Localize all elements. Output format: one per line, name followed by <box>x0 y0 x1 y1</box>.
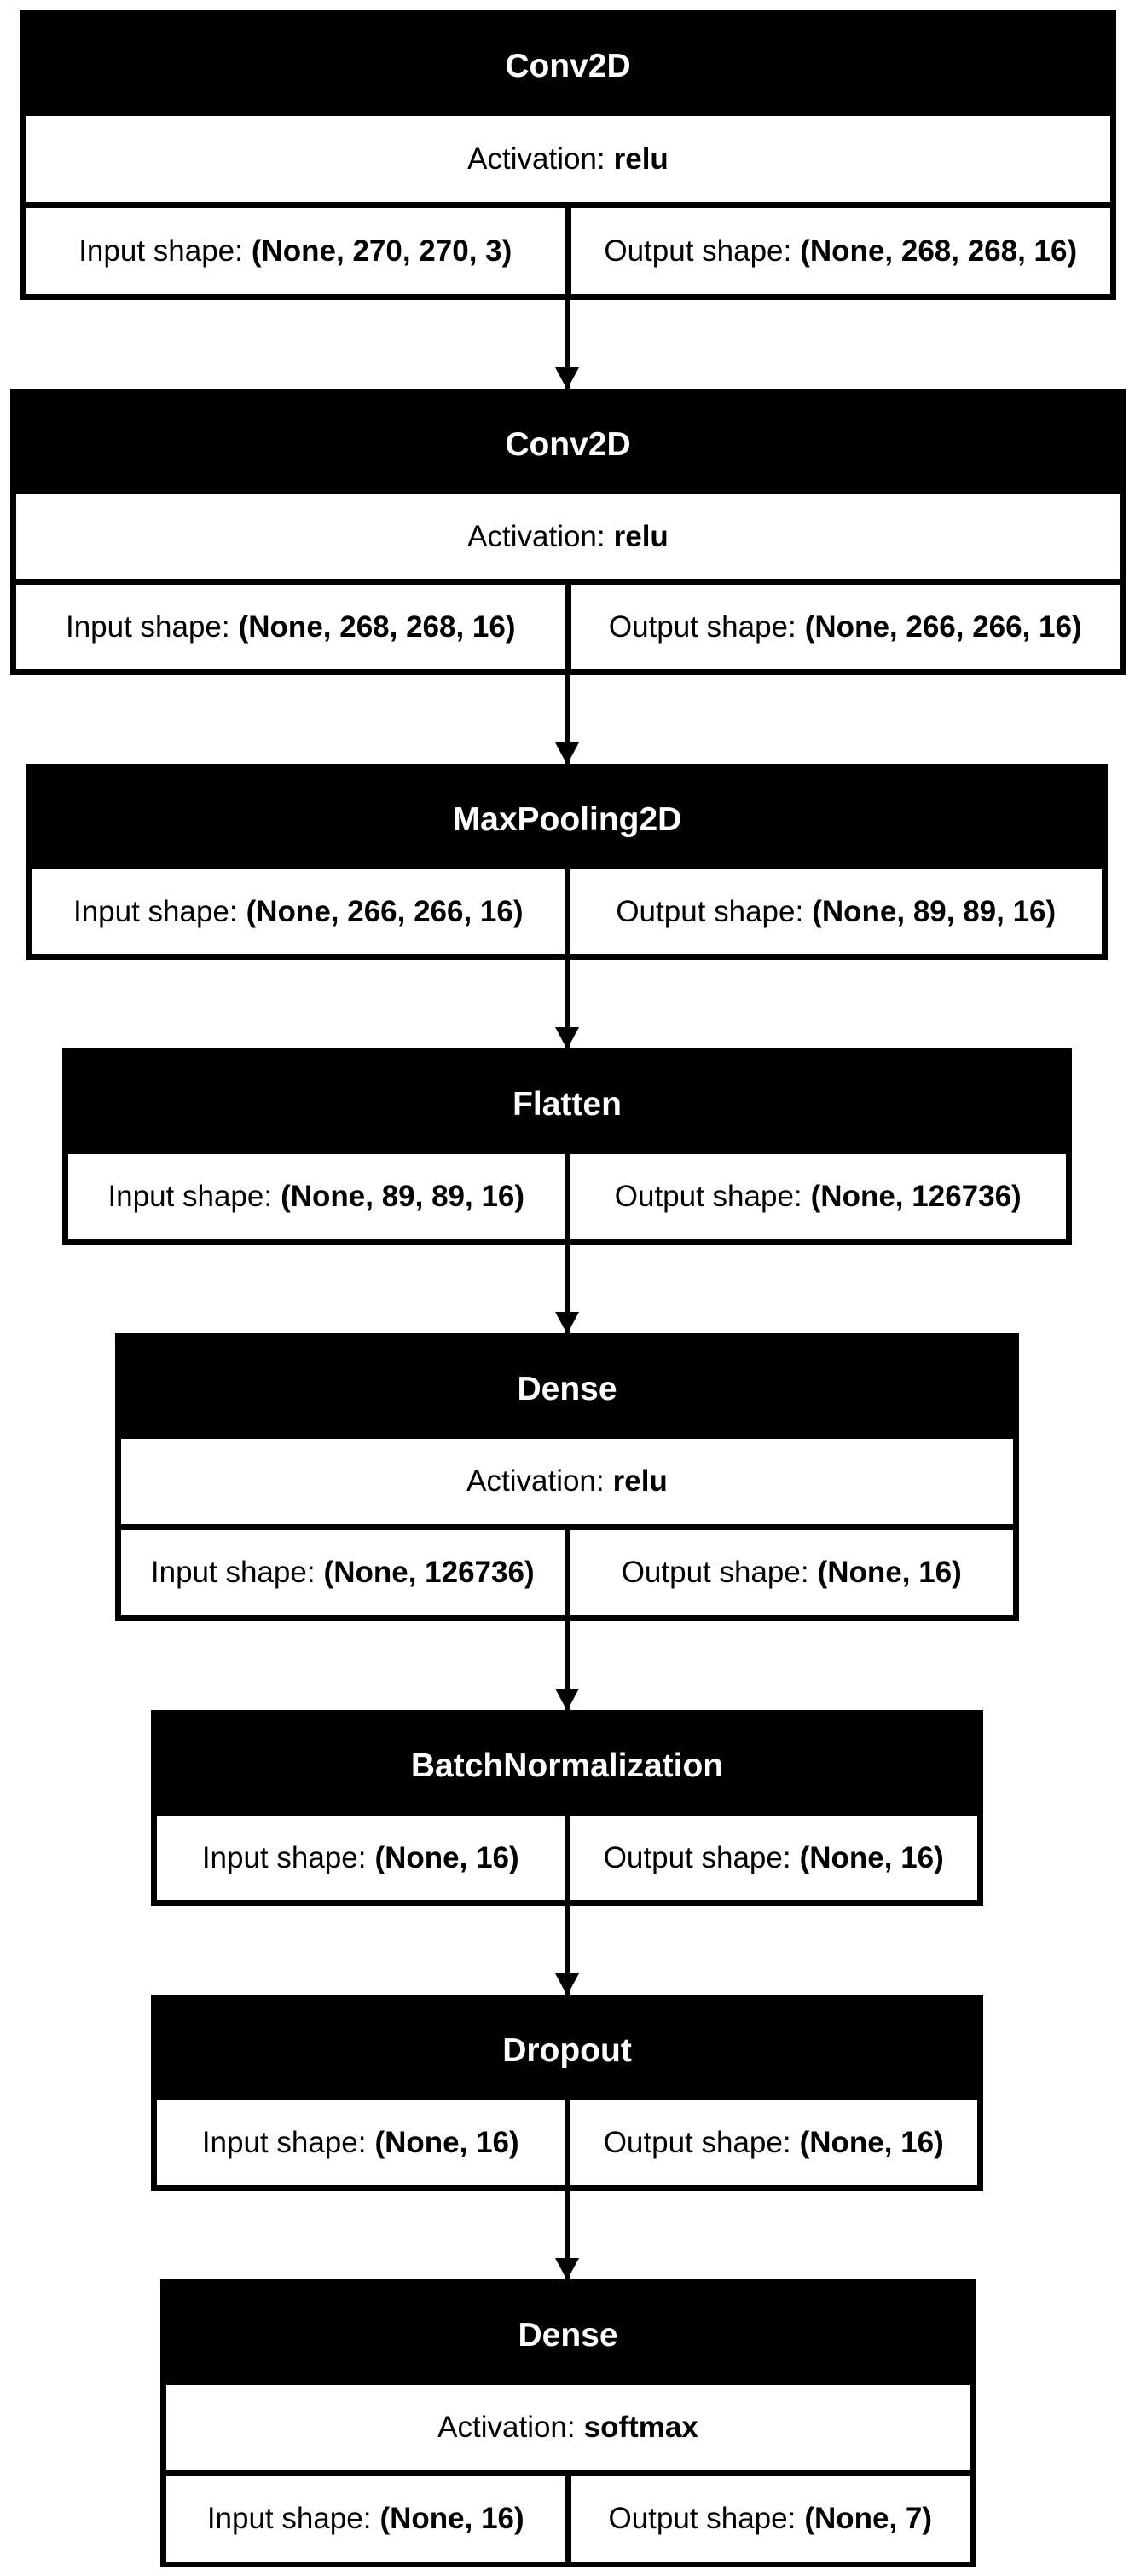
input-shape-label: Input shape: <box>201 1840 367 1874</box>
activation-row <box>16 494 1120 585</box>
output-shape-label: Output shape: <box>603 2125 791 2159</box>
connector-arrow <box>565 960 570 1048</box>
shape-row <box>121 1530 1013 1615</box>
activation-cell <box>16 494 1120 579</box>
input-shape-cell <box>157 2100 570 2185</box>
activation-label: Activation: <box>467 519 605 553</box>
activation-value: softmax <box>583 2411 698 2444</box>
connector-arrow <box>565 1906 570 1995</box>
output-shape-cell <box>570 1154 1067 1239</box>
layer-box <box>115 1333 1019 1621</box>
input-shape-label: Input shape: <box>72 894 238 928</box>
input-shape-value: (None, 266, 266, 16) <box>246 894 524 928</box>
output-shape-cell <box>571 2476 970 2562</box>
output-shape-value: (None, 126736) <box>810 1179 1022 1213</box>
activation-cell <box>166 2385 970 2470</box>
layer-name: Conv2D <box>26 16 1110 116</box>
output-shape-cell <box>571 208 1111 294</box>
layer-box <box>151 1995 983 2191</box>
output-shape-cell <box>571 585 1121 669</box>
input-shape-cell <box>26 208 571 294</box>
input-shape-cell <box>157 1816 570 1900</box>
activation-label: Activation: <box>466 1464 605 1498</box>
connector-arrow <box>565 1245 570 1333</box>
activation-value: relu <box>613 142 669 176</box>
layer-box <box>62 1048 1072 1245</box>
layer-box <box>20 10 1116 300</box>
output-shape-cell <box>570 869 1103 954</box>
layer-name: Dense <box>166 2285 970 2385</box>
activation-label: Activation: <box>437 2411 576 2444</box>
activation-value: relu <box>613 519 669 553</box>
activation-label: Activation: <box>467 142 605 176</box>
input-shape-value: (None, 126736) <box>323 1556 535 1589</box>
arrow-head-icon <box>555 1973 579 1996</box>
output-shape-label: Output shape: <box>608 609 796 644</box>
shape-row <box>16 585 1120 669</box>
layer-box <box>151 1710 983 1906</box>
connector-arrow <box>565 1621 570 1710</box>
layer-name: BatchNormalization <box>157 1716 977 1816</box>
input-shape-cell <box>166 2476 571 2562</box>
input-shape-cell <box>32 869 570 954</box>
output-shape-label: Output shape: <box>604 234 792 268</box>
arrow-head-icon <box>555 1312 579 1334</box>
shape-row <box>157 1816 977 1900</box>
output-shape-value: (None, 89, 89, 16) <box>812 894 1057 928</box>
arrow-head-icon <box>555 367 579 390</box>
activation-cell <box>26 116 1110 202</box>
input-shape-cell <box>16 585 571 669</box>
output-shape-label: Output shape: <box>608 2502 796 2535</box>
activation-value: relu <box>612 1464 668 1498</box>
layer-box <box>26 764 1108 960</box>
output-shape-cell <box>570 1530 1014 1615</box>
layer-box <box>10 389 1126 675</box>
connector-arrow <box>565 675 570 764</box>
arrow-head-icon <box>555 742 579 765</box>
layer-name: Conv2D <box>16 395 1120 494</box>
output-shape-label: Output shape: <box>621 1556 809 1589</box>
output-shape-value: (None, 7) <box>804 2502 933 2535</box>
shape-row <box>166 2476 970 2562</box>
input-shape-label: Input shape: <box>107 1179 273 1213</box>
output-shape-label: Output shape: <box>603 1840 791 1874</box>
output-shape-value: (None, 16) <box>817 1556 962 1589</box>
output-shape-value: (None, 16) <box>799 2125 944 2159</box>
input-shape-cell <box>68 1154 570 1239</box>
input-shape-value: (None, 268, 268, 16) <box>238 609 516 644</box>
output-shape-label: Output shape: <box>616 894 804 928</box>
input-shape-label: Input shape: <box>201 2125 367 2159</box>
output-shape-value: (None, 268, 268, 16) <box>800 234 1078 268</box>
output-shape-cell <box>570 2100 978 2185</box>
arrow-head-icon <box>555 2258 579 2280</box>
input-shape-value: (None, 89, 89, 16) <box>281 1179 525 1213</box>
input-shape-value: (None, 270, 270, 3) <box>251 234 512 268</box>
output-shape-cell <box>570 1816 978 1900</box>
input-shape-value: (None, 16) <box>374 1840 519 1874</box>
arrow-head-icon <box>555 1027 579 1049</box>
output-shape-label: Output shape: <box>614 1179 802 1213</box>
input-shape-label: Input shape: <box>65 609 230 644</box>
layer-name: Dense <box>121 1339 1013 1439</box>
input-shape-label: Input shape: <box>78 234 243 268</box>
connector-arrow <box>565 300 570 389</box>
input-shape-cell <box>121 1530 570 1615</box>
activation-row <box>166 2385 970 2476</box>
activation-row <box>26 116 1110 208</box>
activation-cell <box>121 1439 1013 1524</box>
shape-row <box>68 1154 1066 1239</box>
input-shape-value: (None, 16) <box>374 2125 519 2159</box>
output-shape-value: (None, 16) <box>799 1840 944 1874</box>
layer-box <box>160 2279 976 2567</box>
connector-arrow <box>565 2191 570 2279</box>
shape-row <box>26 208 1110 294</box>
layer-name: Flatten <box>68 1054 1066 1154</box>
input-shape-label: Input shape: <box>150 1556 316 1589</box>
output-shape-value: (None, 266, 266, 16) <box>804 609 1082 644</box>
activation-row <box>121 1439 1013 1530</box>
layer-name: MaxPooling2D <box>32 770 1102 869</box>
layer-name: Dropout <box>157 2001 977 2100</box>
arrow-head-icon <box>555 1689 579 1711</box>
input-shape-value: (None, 16) <box>379 2502 524 2535</box>
shape-row <box>32 869 1102 954</box>
shape-row <box>157 2100 977 2185</box>
input-shape-label: Input shape: <box>206 2502 372 2535</box>
